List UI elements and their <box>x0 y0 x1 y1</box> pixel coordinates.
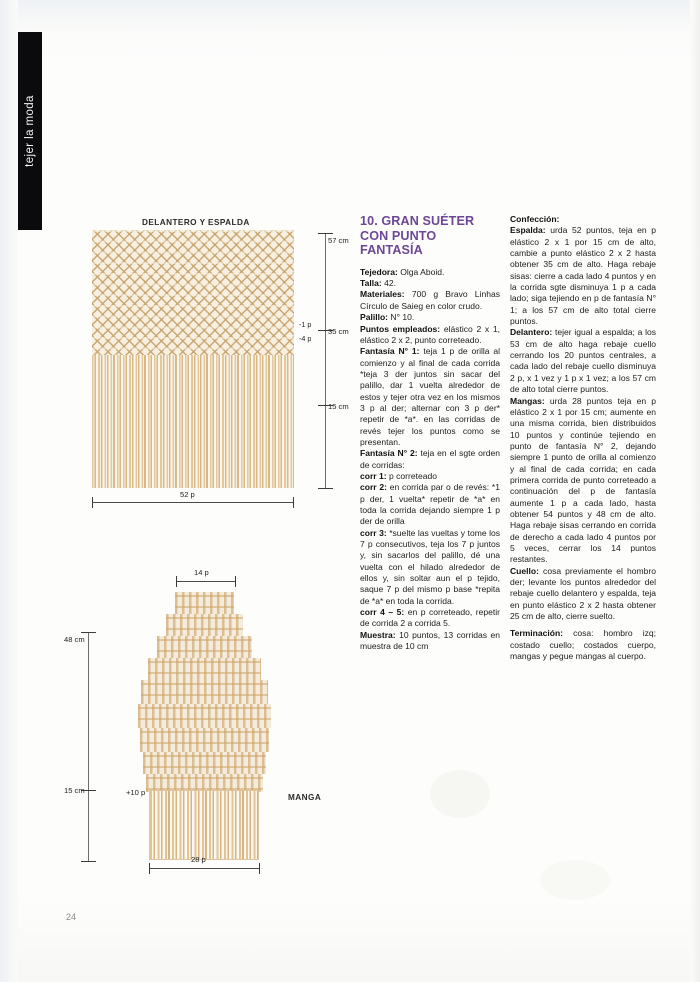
sleeve-bottom-rule <box>149 868 260 869</box>
intro-paragraph <box>360 630 500 653</box>
body-tick-base <box>318 488 333 489</box>
sleeve-step-3 <box>157 636 252 658</box>
page-left-edge <box>0 0 18 982</box>
scan-blotch <box>430 770 490 818</box>
intro-label: Tejedora: <box>360 266 398 277</box>
sleeve-schematic <box>118 592 290 862</box>
intro-paragraph <box>360 312 500 323</box>
intro-text: en p correteado, repetir de corrida 2 a corrida 5. <box>360 607 500 629</box>
article-intro-body <box>360 267 500 653</box>
sleeve-step-7 <box>140 728 269 752</box>
intro-label: Muestra: <box>360 629 396 640</box>
intro-text: 42. <box>381 278 396 289</box>
sleeve-cuff-rib <box>149 790 259 860</box>
confection-text: urda 52 puntos, teja en p elástico 2 x 1 por 15 cm de alto, cambie a punto elástico 2 x 2 hasta obtener 35 cm de alto. Haga rebaje sisas: cierre a cada lado 4 puntos y en la corrida sgte disminuya 1 p a cada lado; siga tejiendo en p de fantasía N° 1; a los 57 cm de alto total cierre puntos. <box>510 225 656 327</box>
body-dim-57: 57 cm <box>328 236 349 245</box>
body-width-label: 52 p <box>180 490 195 499</box>
intro-label: Fantasía N° 2: <box>360 448 418 459</box>
intro-label: Talla: <box>360 278 382 289</box>
intro-text: p correteado <box>386 470 437 481</box>
intro-label: Puntos empleados: <box>360 323 441 334</box>
page-number: 24 <box>66 912 77 922</box>
confection-label: Espalda: <box>510 225 546 236</box>
sleeve-step-2 <box>166 614 243 636</box>
intro-label: corr 1: <box>360 470 387 481</box>
sleeve-bottom-tick-left <box>149 863 150 874</box>
page-right-edge <box>690 0 700 982</box>
sleeve-step-6 <box>138 704 271 728</box>
body-dim-35: 35 cm <box>328 327 349 336</box>
confection-label: Mangas: <box>510 395 545 406</box>
sleeve-height-rule <box>88 632 89 790</box>
intro-label: corr 3: <box>360 527 387 538</box>
instructions-column-right <box>510 214 656 662</box>
intro-text: teja en el sgte orden de corridas: <box>360 448 501 470</box>
intro-text: en corrida par o de revés: *1 p der, 1 vuelta* repetir de *a* en toda la corrida dejando siempre 1 p der de orilla <box>360 482 500 527</box>
sleeve-bottom-width-label: 28 p <box>191 855 206 864</box>
spine-label-text: tejer la moda <box>24 95 36 167</box>
intro-label: corr 4 – 5: <box>360 607 405 618</box>
confection-text: tejer igual a espalda; a los 53 cm de alto haga rebaje cuello cerrando los 20 puntos centrales, a cada lado del rebaje cuello disminuya 2 p, x 1 vez y 1 p x 1 vez; a los 57 cm de alto total cierre puntos. <box>510 327 656 395</box>
intro-text: 10 puntos, 13 corridas en muestra de 10 cm <box>360 629 500 652</box>
confection-paragraph <box>510 327 656 395</box>
body-height-rule <box>325 233 326 488</box>
body-width-tick-right <box>293 497 294 508</box>
sleeve-top-tick-left <box>176 576 177 587</box>
sleeve-top-rule <box>176 581 236 582</box>
confection-paragraph <box>510 225 656 327</box>
confection-text: urda 28 puntos teja en p elástico 2 x 1 por 15 cm; aumente en una misma corrida, bien distribuidos 10 puntos y continúe tejiendo en punto de fantasía N° 2, dejando siempre 1 punto de orilla al comienzo y al final de cada corrida; en cada primera corrida de punto correteado a continuación del p de fantasía aumente 1 p a cada lado, hasta obtener 54 puntos y 48 cm de alto. Haga rebaje sisas cerrando en corrida de derecho a cada lado 4 puntos por 5 veces, cerrar los 14 puntos restantes. <box>510 395 656 565</box>
confection-label: Delantero: <box>510 327 553 338</box>
confection-label: Terminación: <box>510 628 564 639</box>
intro-paragraph <box>360 267 500 278</box>
sleeve-step-4 <box>148 658 261 680</box>
sleeve-cuff-rule <box>88 790 89 862</box>
intro-text: *suelte las vueltas y tome los 7 p consecutivos, teja los 7 p juntos y, sin sacarlos del palillo, dé una vuelta con el hilado alrededor de ellos y, sin soltar aun el p tejido, saque 7 p del mismo p base *repita de *a* en toda la corrida. <box>360 527 500 606</box>
body-schematic <box>92 230 294 488</box>
intro-paragraph <box>360 278 500 289</box>
intro-label: corr 2: <box>360 482 387 493</box>
intro-text: Olga Aboid. <box>397 266 445 277</box>
sleeve-cuff-height-label: 15 cm <box>64 786 85 795</box>
intro-paragraph <box>360 482 500 527</box>
sleeve-increase-label: +10 p <box>126 788 146 797</box>
confection-paragraph <box>510 396 656 566</box>
confection-paragraph <box>510 628 656 662</box>
sleeve-tick-48 <box>81 632 96 633</box>
body-dim-15: 15 cm <box>328 402 349 411</box>
confection-paragraph <box>510 214 656 225</box>
confection-paragraph <box>510 566 656 623</box>
intro-paragraph <box>360 346 500 448</box>
sleeve-top-tick-right <box>235 576 236 587</box>
body-rib-area <box>92 355 294 488</box>
body-fancy-stitch-area <box>92 230 294 355</box>
scan-blotch <box>540 860 610 900</box>
sleeve-step-1 <box>175 592 234 614</box>
sleeve-tick-15-bottom <box>81 861 96 862</box>
body-tick-57 <box>318 233 333 234</box>
intro-paragraph <box>360 324 500 347</box>
intro-label: Materiales: <box>360 289 405 300</box>
article-title: 10. GRAN SUÉTER CON PUNTO FANTASÍA <box>360 214 475 258</box>
spine-label <box>18 32 42 230</box>
intro-paragraph <box>360 289 500 312</box>
sleeve-bottom-tick-right <box>259 863 260 874</box>
confection-text: cosa: hombro izq; costado cuello; costados cuerpo, mangas y pegue mangas al cuerpo. <box>510 628 656 662</box>
intro-text: elástico 2 x 1, elástico 2 x 2, punto correteado. <box>360 323 500 345</box>
intro-paragraph <box>360 528 500 607</box>
intro-text: teja 1 p de orilla al comienzo y al final de cada corrida *teja 3 der juntos sin sacar del palillo, dar 1 vuelta alrededor de estos y tejer otra vez en los mismos 3 p al der; alternar con 3 p der* repetir de *a*. en las corridas de revés tejer los puntos como se presentan. <box>360 346 500 447</box>
sleeve-schematic-title: MANGA <box>288 793 322 802</box>
intro-label: Fantasía N° 1: <box>360 346 420 357</box>
sleeve-step-8 <box>143 752 266 774</box>
intro-label: Palillo: <box>360 312 389 323</box>
body-decrease-label-1: -1 p <box>299 320 312 329</box>
body-width-rule <box>92 502 294 503</box>
body-decrease-label-2: -4 p <box>299 334 312 343</box>
body-schematic-title: DELANTERO Y ESPALDA <box>142 218 250 227</box>
sleeve-step-5 <box>141 680 268 704</box>
confection-label: Cuello: <box>510 565 539 576</box>
intro-text: 700 g Bravo Linhas Círculo de Saieg en color crudo. <box>360 289 500 311</box>
intro-paragraph <box>360 607 500 630</box>
instructions-column-left <box>360 214 500 652</box>
confection-label: Confección: <box>510 214 560 224</box>
confection-text: cosa previamente el hombro der; levante los puntos alrededor del rebaje cuello delantero y espalda, teja en punto elástico 2 x 2 hasta obtener 25 cm de alto, cierre suelto. <box>510 565 656 622</box>
page-top-edge <box>0 0 700 30</box>
intro-paragraph <box>360 471 500 482</box>
sleeve-height-label: 48 cm <box>64 635 85 644</box>
intro-text: N° 10. <box>388 312 415 323</box>
sleeve-top-width-label: 14 p <box>194 568 209 577</box>
intro-paragraph <box>360 448 500 471</box>
body-width-tick-left <box>92 497 93 508</box>
